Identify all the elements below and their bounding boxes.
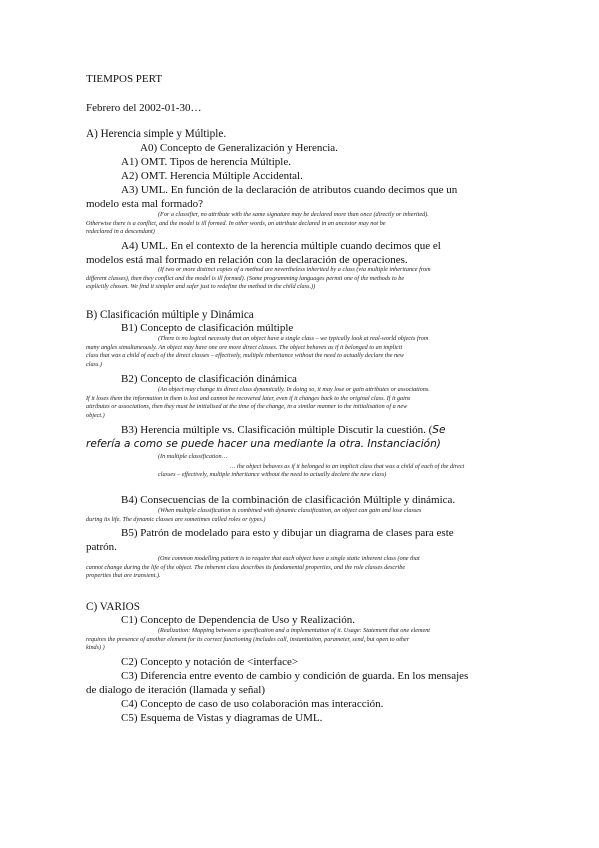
item-b3-main: B3) Herencia múltiple vs. Clasificación múltiple Discutir la cuestión. ( bbox=[121, 424, 433, 436]
note-b2-line2: If it loses them the information in them is lost and cannot be recovered later, even if it changes back to the original class. If it gains bbox=[86, 394, 411, 402]
section-c-heading: C) VARIOS bbox=[86, 601, 140, 613]
note-b3-line1: (In multiple classification… bbox=[158, 453, 228, 460]
note-a4 bbox=[86, 266, 431, 292]
item-b5-line2: patrón. bbox=[86, 541, 117, 553]
note-b4 bbox=[86, 507, 421, 524]
note-b3 bbox=[158, 453, 464, 480]
item-a0: A0) Concepto de Generalización y Herencia. bbox=[140, 142, 338, 154]
section-a-heading: A) Herencia simple y Múltiple. bbox=[86, 128, 227, 140]
section-b-heading: B) Clasificación múltiple y Dinámica bbox=[86, 309, 254, 321]
note-a3-line3: redeclared in a descendant) bbox=[86, 228, 155, 235]
note-b1-line3: class that was a child of each of the direct classes – effectively, multiple inheritance without the need to actually declare the new bbox=[86, 352, 404, 359]
note-b2-line1: (An object may change its direct class dynamically. In doing so, it may lose or gain attributes or associations. bbox=[158, 386, 430, 393]
item-b3-line1 bbox=[121, 424, 445, 437]
note-c1 bbox=[86, 627, 430, 653]
item-a2: A2) OMT. Herencia Múltiple Accidental. bbox=[121, 170, 303, 182]
item-b5-line1: B5) Patrón de modelado para esto y dibujar un diagrama de clases para este bbox=[121, 527, 454, 539]
note-b1-line2: many angles simultaneously. An object may have one ore more direct classes. The object behaves as if it belonged to an implicit bbox=[86, 343, 403, 351]
item-b3-line2: refería a como se puede hacer una mediante la otra. Instanciación) bbox=[86, 438, 441, 450]
note-a4-line2: different classes), then they conflict and the model is ill formed). (Some programming languages permit one of the methods to be bbox=[86, 274, 405, 282]
note-b5-line1: (One common modelling pattern is to require that each object have a single static inherent class (one that bbox=[158, 555, 420, 562]
item-c5: C5) Esquema de Vistas y diagramas de UML. bbox=[121, 712, 323, 724]
note-b4-line1: (When multiple classification is combined with dynamic classification, an object can gain and lose classes bbox=[158, 507, 422, 514]
item-b1: B1) Concepto de clasificación múltiple bbox=[121, 322, 294, 334]
item-c4: C4) Concepto de caso de uso colaboración mas interacción. bbox=[121, 698, 384, 710]
note-a4-line1: (If two or more distinct copies of a method are nevertheless inherited by a class (via multiple inheritance from bbox=[158, 266, 431, 273]
note-b1-line1: (There is no logical necessity that an object have a single class – we typically look at real-world objects from bbox=[158, 335, 429, 342]
item-b4: B4) Consecuencias de la combinación de clasificación Múltiple y dinámica. bbox=[121, 494, 456, 506]
item-b2: B2) Concepto de clasificación dinámica bbox=[121, 373, 297, 385]
note-c1-line1: (Realization: Mapping between a specification and a implementation of it. Usage: Statement that one element bbox=[158, 627, 431, 634]
item-b3-italic-start: Se bbox=[432, 424, 446, 436]
item-c3-line1: C3) Diferencia entre evento de cambio y condición de guarda. En los mensajes bbox=[121, 670, 469, 682]
note-b1 bbox=[86, 335, 428, 369]
doc-title: TIEMPOS PERT bbox=[86, 73, 163, 85]
note-b1-line4: class.) bbox=[86, 360, 102, 368]
item-a3-line2: modelo esta mal formado? bbox=[86, 198, 203, 210]
note-b5 bbox=[86, 555, 420, 581]
note-b5-line3: properties that are transient.). bbox=[86, 572, 161, 579]
note-c1-line3: kinds) ) bbox=[86, 644, 105, 651]
item-c3-line2: de dialogo de iteración (llamada y señal) bbox=[86, 684, 265, 696]
note-b2-line4: object.) bbox=[86, 411, 105, 419]
item-a1: A1) OMT. Tipos de herencia Múltiple. bbox=[121, 156, 291, 168]
note-b3-line2: … the object behaves as if it belonged to an implicit class that was a child of each of the direct bbox=[230, 462, 465, 470]
note-a4-line3: explicitly chosen. We find it simpler and safer just to redefine the method in the child class.)) bbox=[86, 283, 316, 290]
note-a3-line1: (For a classifier, no attribute with the same signature may be declared more than once (directly or inherited). bbox=[158, 211, 429, 218]
date-line: Febrero del 2002-01-30… bbox=[86, 102, 202, 114]
note-a3-line2: Otherwise there is a conflict, and the model is ill formed. In other words, an attribute declared in an ancestor may not be bbox=[86, 219, 386, 227]
item-c2: C2) Concepto y notación de <interface> bbox=[121, 656, 299, 668]
item-a3-line1: A3) UML. En función de la declaración de atributos cuando decimos que un bbox=[121, 184, 458, 196]
item-c1: C1) Concepto de Dependencia de Uso y Realización. bbox=[121, 614, 355, 626]
note-b5-line2: cannot change during the life of the object. The inherent class describes its fundamental properties, and the role classes describe bbox=[86, 563, 406, 571]
note-b4-line2: during its life. The dynamic classes are sometimes called roles or types.) bbox=[86, 515, 266, 523]
note-c1-line2: requires the presence of another element for its correct functioning (includes call, instantiation, parameter, send, but open to other bbox=[86, 635, 410, 643]
note-b2 bbox=[86, 386, 430, 420]
note-a3 bbox=[86, 211, 429, 237]
note-b2-line3: attributes or associations, then they must be initialised at the time of the change, in a similar manner to the initialisation of a new bbox=[86, 403, 408, 410]
item-a4-line2: modelos está mal formado en relación con la declaración de operaciones. bbox=[86, 254, 408, 266]
item-a4-line1: A4) UML. En el contexto de la herencia múltiple cuando decimos que el bbox=[121, 240, 441, 252]
note-b3-line3: classes – effectively, multiple inheritance without the need to actually declare the new class) bbox=[158, 471, 387, 478]
